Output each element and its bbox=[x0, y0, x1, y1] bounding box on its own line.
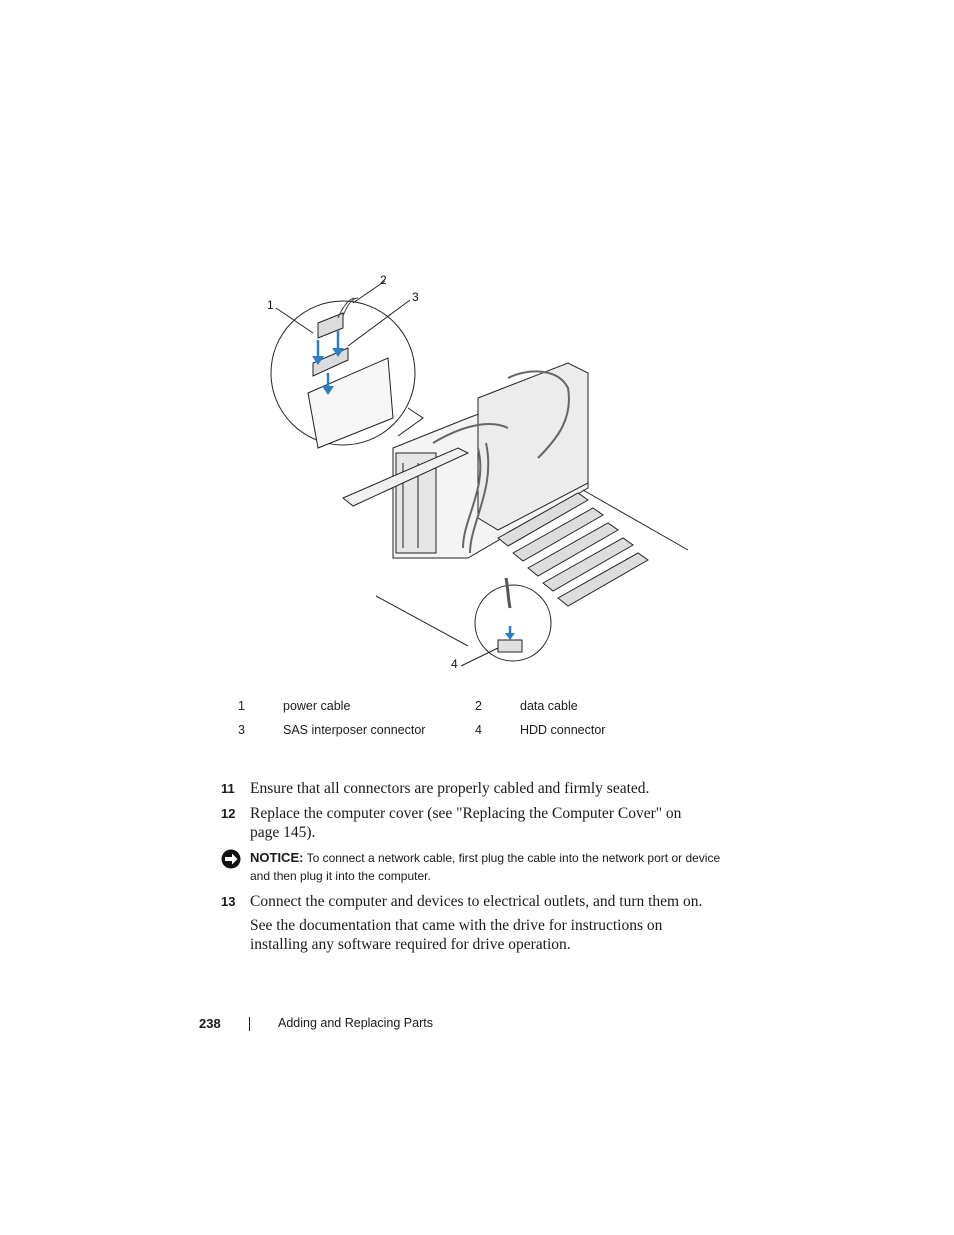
legend-number: 2 bbox=[475, 699, 482, 713]
callout-3: 3 bbox=[412, 290, 419, 304]
notice-icon bbox=[221, 849, 241, 869]
callout-4: 4 bbox=[451, 657, 458, 671]
notice-text-block bbox=[250, 849, 721, 885]
step-number: 11 bbox=[221, 781, 235, 796]
legend-label: HDD connector bbox=[520, 723, 606, 737]
step-11 bbox=[221, 779, 721, 798]
legend-row bbox=[238, 694, 698, 718]
notice-box bbox=[221, 849, 721, 885]
step-13 bbox=[221, 892, 721, 911]
drive-cabling-illustration bbox=[258, 268, 698, 678]
page-number: 238 bbox=[199, 1016, 221, 1031]
cabling-figure bbox=[258, 268, 698, 678]
step-12 bbox=[221, 804, 721, 842]
step-text: Connect the computer and devices to electrical outlets, and turn them on. bbox=[250, 893, 703, 910]
figure-legend bbox=[238, 694, 698, 742]
notice-text: To connect a network cable, first plug the cable into the network port or device and then plug it into the computer. bbox=[250, 851, 721, 883]
legend-number: 3 bbox=[238, 723, 245, 737]
footer-divider bbox=[249, 1017, 250, 1031]
step-text: Replace the computer cover (see "Replacing the Computer Cover" on page 145). bbox=[250, 805, 682, 841]
legend-label: SAS interposer connector bbox=[283, 723, 426, 737]
section-title: Adding and Replacing Parts bbox=[278, 1016, 433, 1030]
callout-1: 1 bbox=[267, 298, 274, 312]
page-footer bbox=[0, 1015, 954, 1035]
step-text: Ensure that all connectors are properly cabled and firmly seated. bbox=[250, 780, 650, 797]
legend-label: data cable bbox=[520, 699, 578, 713]
notice-label: NOTICE: bbox=[250, 850, 304, 865]
legend-number: 4 bbox=[475, 723, 482, 737]
step-number: 12 bbox=[221, 806, 236, 821]
legend-label: power cable bbox=[283, 699, 351, 713]
step-number: 13 bbox=[221, 894, 236, 909]
callout-2: 2 bbox=[380, 273, 387, 287]
legend-row bbox=[238, 718, 698, 742]
legend-number: 1 bbox=[238, 699, 245, 713]
drive-documentation-note: See the documentation that came with the drive for instructions on installing any software required for drive operation. bbox=[250, 917, 663, 953]
